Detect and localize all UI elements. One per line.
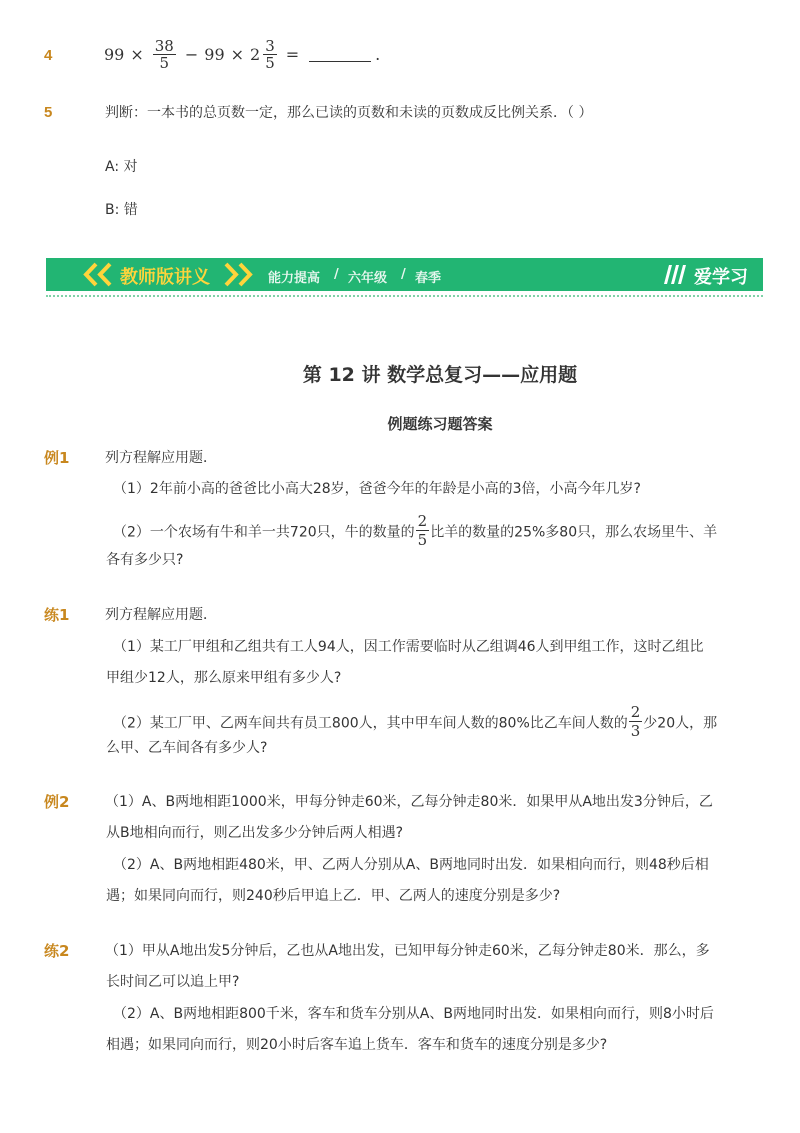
example-2-label: 例2: [44, 793, 70, 811]
example-2-part-2-line-1: （2）A、B两地相距480米，甲、乙两人分别从A、B两地同时出发．如果相向而行，则48秒后相: [113, 857, 709, 873]
practice-1-part-1-line-2: 甲组少12人，那么原来甲组有多少人?: [106, 670, 342, 686]
fraction-denominator: 5: [159, 54, 170, 72]
practice-2-part-2-line-1: （2）A、B两地相距800千米，客车和货车分别从A、B两地同时出发．如果相向而行，则8小时后: [113, 1006, 714, 1022]
fraction-numerator: 2: [417, 512, 428, 530]
practice-2-label: 练2: [44, 942, 70, 960]
option-b: B: 错: [105, 202, 138, 218]
fraction-3-5: [263, 38, 277, 71]
fraction-denominator: 3: [630, 722, 641, 740]
question-number-5: 5: [44, 104, 53, 121]
answer-blank: [309, 47, 371, 62]
equals-sign: =: [285, 45, 300, 64]
double-chevron-right-icon: [220, 262, 256, 287]
practice-1-part-2-line-2: 么甲、乙车间各有多少人?: [106, 740, 268, 756]
fraction-numerator: 3: [265, 37, 275, 55]
text-segment: 少20人，那: [643, 715, 718, 732]
times-sign: ×: [130, 45, 144, 64]
mixed-whole: 2: [250, 45, 261, 64]
example-1-intro: 列方程解应用题．: [105, 450, 217, 466]
example-2-part-1-line-2: 从B地相向而行，则乙出发多少分钟后两人相遇?: [106, 825, 404, 841]
banner-term: 春季: [415, 271, 442, 286]
practice-1-part-2-line-1: [113, 705, 717, 742]
banner-separator: /: [334, 267, 339, 282]
practice-2-part-1-line-2: 长时间乙可以追上甲?: [106, 974, 240, 990]
fraction-denominator: 5: [265, 54, 275, 72]
brand-name: 爱学习: [694, 267, 748, 288]
period: .: [375, 45, 381, 64]
operand-99: 99: [104, 45, 125, 64]
lecture-title: 第 12 讲 数学总复习——应用题: [302, 364, 578, 386]
fraction-38-5: [153, 38, 176, 71]
banner-separator: /: [401, 267, 406, 282]
practice-2-part-1-line-1: （1）甲从A地出发5分钟后，乙也从A地出发，已知甲每分钟走60米，乙每分钟走80米．那么，多: [105, 943, 710, 959]
text-segment: （2）某工厂甲、乙两车间共有员工800人，其中甲车间人数的80%比乙车间人数的: [113, 715, 628, 732]
example-2-part-1-line-1: （1）A、B两地相距1000米，甲每分钟走60米，乙每分钟走80米．如果甲从A地出发3分钟后，乙: [105, 794, 713, 810]
banner-dotted-divider: [46, 295, 763, 297]
example-1-part-2-line-2: 各有多少只?: [106, 552, 184, 568]
fraction-numerator: 2: [630, 703, 641, 721]
header-banner: [46, 258, 763, 291]
fraction-2-3: [629, 703, 643, 740]
example-2-part-2-line-2: 遇；如果同向而行，则240秒后甲追上乙．甲、乙两人的速度分别是多少?: [106, 888, 561, 904]
text-segment: 比羊的数量的25%多80只，那么农场里牛、羊: [430, 524, 718, 541]
practice-1-intro: 列方程解应用题．: [105, 607, 217, 623]
practice-1-label: 练1: [44, 606, 70, 624]
minus-sign: −: [184, 45, 199, 64]
operand-99: 99: [204, 45, 225, 64]
practice-2-part-2-line-2: 相遇；如果同向而行，则20小时后客车追上货车．客车和货车的速度分别是多少?: [106, 1037, 608, 1053]
brand-logo-icon: [662, 262, 692, 287]
option-a: A: 对: [105, 159, 138, 175]
practice-1-part-1-line-1: （1）某工厂甲组和乙组共有工人94人，因工作需要临时从乙组调46人到甲组工作，这时乙组比: [113, 639, 704, 655]
banner-grade: 六年级: [348, 271, 388, 286]
fraction-numerator: 38: [154, 37, 174, 55]
banner-course: 能力提高: [268, 271, 321, 286]
question-5-stem: 判断：一本书的总页数一定，那么已读的页数和未读的页数成反比例关系．（ ）: [105, 105, 593, 121]
example-1-part-1: （1）2年前小高的爸爸比小高大28岁，爸爸今年的年龄是小高的3倍，小高今年几岁?: [113, 481, 641, 497]
double-chevron-left-icon: [80, 262, 116, 287]
banner-title: 教师版讲义: [120, 267, 210, 288]
question-number-4: 4: [44, 47, 53, 64]
question-4-expression: [104, 38, 380, 71]
times-sign: ×: [230, 45, 245, 64]
example-1-label: 例1: [44, 449, 70, 467]
section-title: 例题练习题答案: [387, 415, 493, 433]
fraction-denominator: 5: [417, 531, 428, 549]
text-segment: （2）一个农场有牛和羊一共720只，牛的数量的: [113, 524, 415, 541]
fraction-2-5: [416, 512, 430, 549]
example-1-part-2-line-1: [113, 514, 717, 551]
